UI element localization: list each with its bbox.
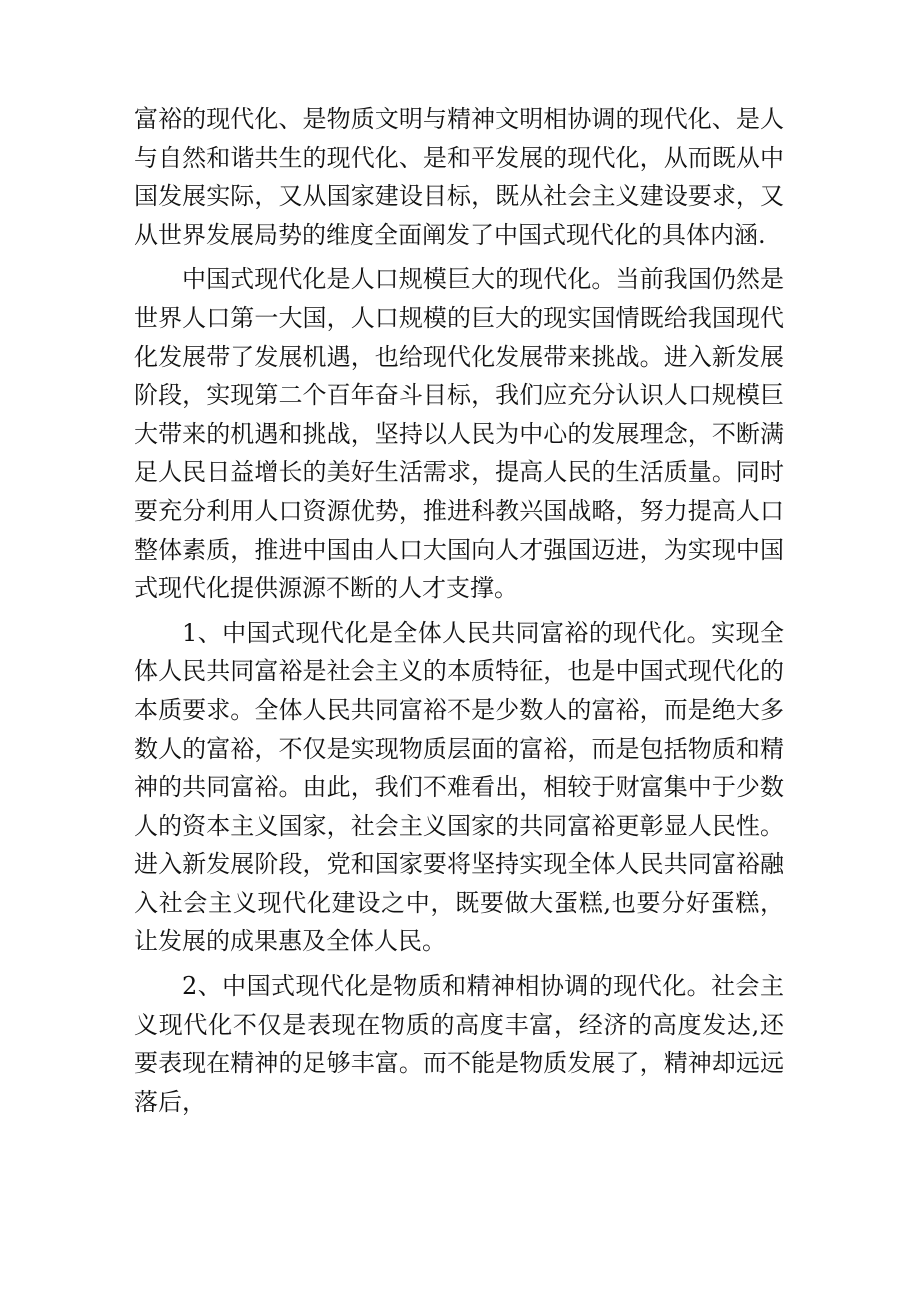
paragraph-material-spiritual: 2、中国式现代化是物质和精神相协调的现代化。社会主义现代化不仅是表现在物质的高度丰富，经济的高度发达,还要表现在精神的足够丰富。而不能是物质发展了，精神却远远落后， [134,972,784,1116]
document-body [134,100,784,1121]
paragraph-common-prosperity: 1、中国式现代化是全体人民共同富裕的现代化。实现全体人民共同富裕是社会主义的本质特征，也是中国式现代化的本质要求。全体人民共同富裕不是少数人的富裕，而是绝大多数人的富裕，不仅是实现物质层面的富裕，而是包括物质和精神的共同富裕。由此，我们不难看出，相较于财富集中于少数人的资本主义国家，社会主义国家的共同富裕更彰显人民性。进入新发展阶段，党和国家要将坚持实现全体人民共同富裕融入社会主义现代化建设之中，既要做大蛋糕,也要分好蛋糕，让发展的成果惠及全体人民。 [134,618,784,956]
paragraph-continuation: 富裕的现代化、是物质文明与精神文明相协调的现代化、是人与自然和谐共生的现代化、是和平发展的现代化，从而既从中国发展实际，又从国家建设目标，既从社会主义建设要求，又从世界发展局势的维度全面阐发了中国式现代化的具体内涵. [134,105,784,249]
paragraph-population-scale: 中国式现代化是人口规模巨大的现代化。当前我国仍然是世界人口第一大国，人口规模的巨大的现实国情既给我国现代化发展带了发展机遇，也给现代化发展带来挑战。进入新发展阶段，实现第二个百年奋斗目标，我们应充分认识人口规模巨大带来的机遇和挑战，坚持以人民为中心的发展理念，不断满足人民日益增长的美好生活需求，提高人民的生活质量。同时要充分利用人口资源优势，推进科教兴国战略，努力提高人口整体素质，推进中国由人口大国向人才强国迈进，为实现中国式现代化提供源源不断的人才支撑。 [134,265,784,603]
